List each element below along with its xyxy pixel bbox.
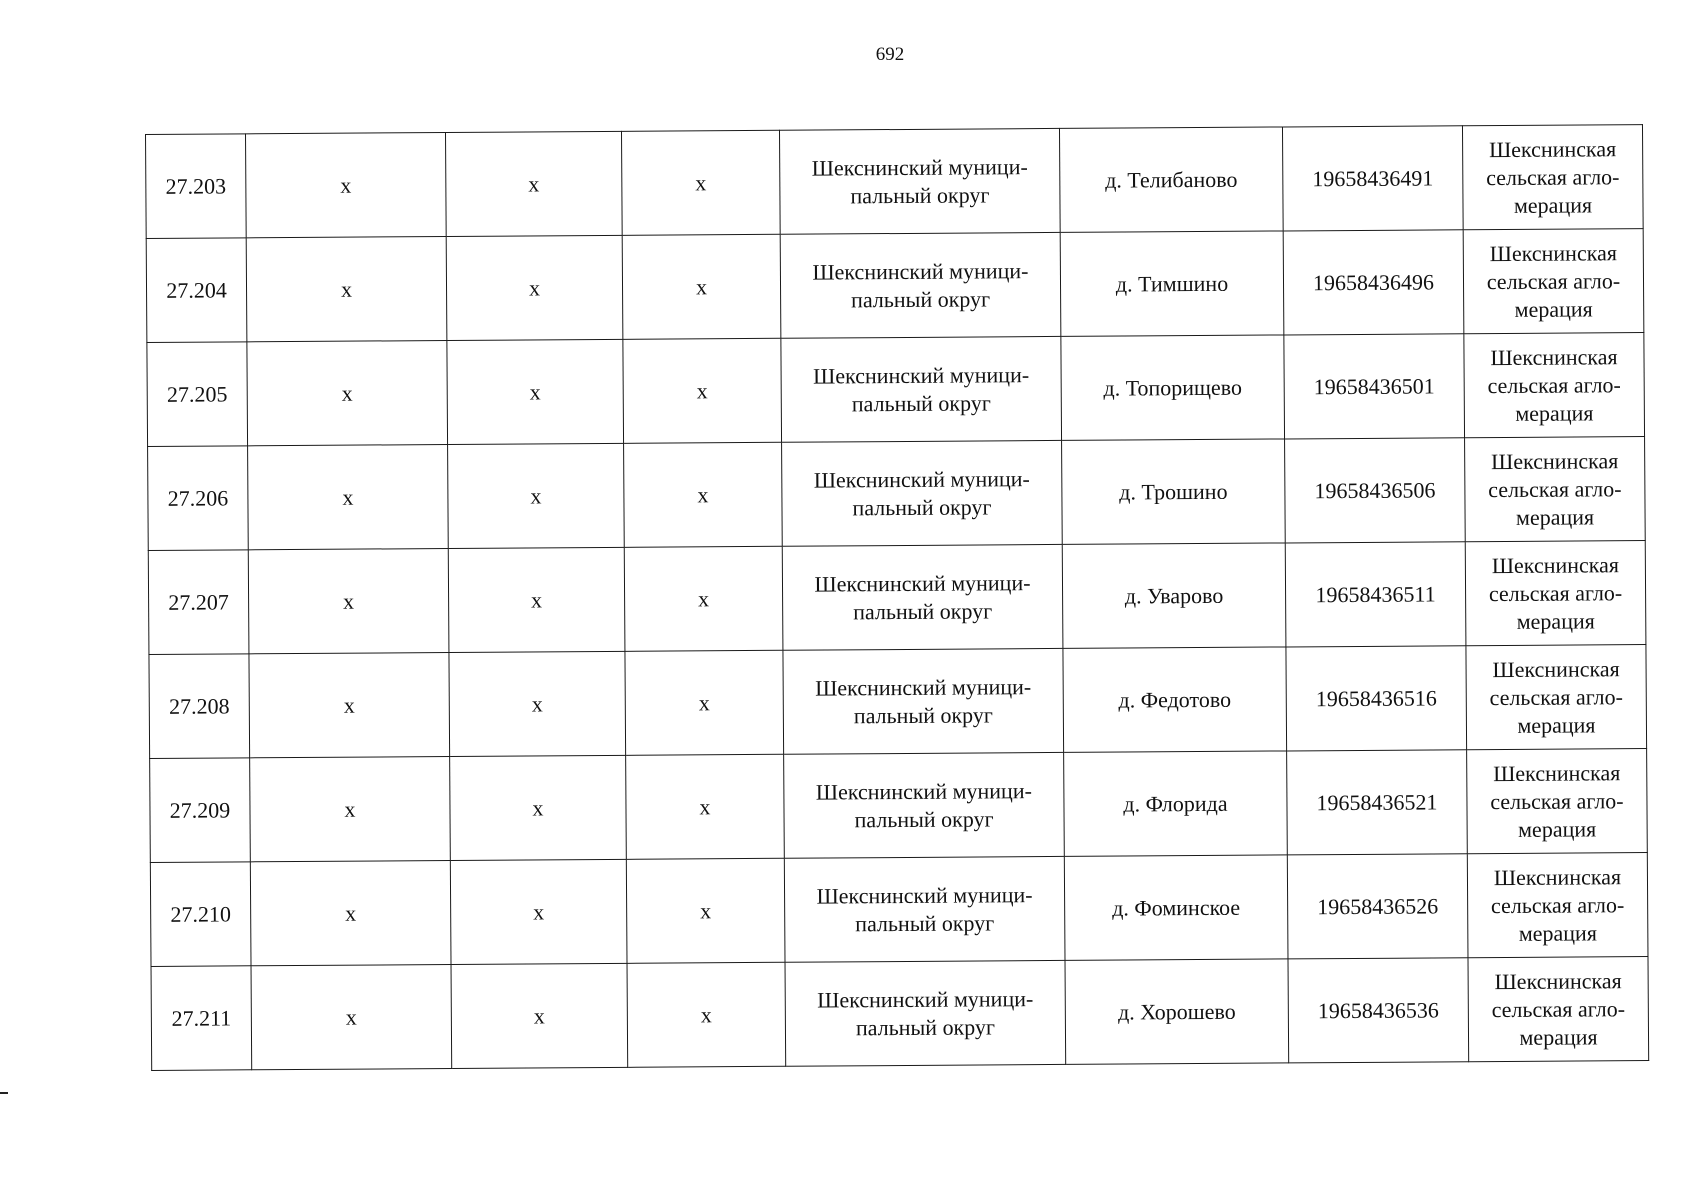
- district-cell: [784, 752, 1065, 858]
- row-number-cell: 27.210: [150, 862, 251, 967]
- table-row: [151, 957, 1649, 1071]
- locality-cell: д. Тимшино: [1060, 231, 1284, 336]
- agglomeration-cell-line: мерация: [1515, 399, 1594, 426]
- district-cell-line: Шекснинский муници-: [811, 153, 1028, 181]
- row-number-cell: 27.203: [146, 134, 247, 239]
- locality-cell: д. Топорищево: [1061, 335, 1285, 440]
- district-cell-line: Шекснинский муници-: [813, 361, 1030, 389]
- mark-cell: х: [246, 237, 447, 342]
- mark-cell: х: [627, 962, 786, 1067]
- agglomeration-cell-line: сельская агло-: [1486, 267, 1621, 294]
- oktmo-code-cell: 19658436496: [1283, 230, 1464, 335]
- oktmo-code-cell: 19658436536: [1288, 958, 1469, 1063]
- agglomeration-cell-line: Шекснинская: [1492, 655, 1620, 682]
- district-cell-line: пальный округ: [852, 493, 992, 520]
- row-number-cell: 27.209: [150, 758, 251, 863]
- oktmo-code-cell: 19658436516: [1286, 646, 1467, 751]
- agglomeration-cell-line: Шекснинская: [1489, 239, 1617, 266]
- mark-cell: х: [625, 650, 784, 755]
- district-cell-line: пальный округ: [853, 701, 993, 728]
- oktmo-code-cell: 19658436501: [1284, 334, 1465, 439]
- oktmo-code-cell: 19658436511: [1285, 542, 1466, 647]
- district-cell-line: Шекснинский муници-: [814, 569, 1031, 597]
- mark-cell: х: [621, 130, 780, 235]
- district-cell-line: Шекснинский муници-: [817, 985, 1034, 1013]
- district-cell: [782, 544, 1063, 650]
- table-row: [149, 645, 1647, 759]
- mark-cell: х: [246, 133, 447, 238]
- mark-cell: х: [448, 443, 625, 548]
- agglomeration-cell-line: Шекснинская: [1488, 135, 1617, 162]
- mark-cell: х: [447, 339, 624, 444]
- mark-cell: х: [626, 858, 785, 963]
- agglomeration-cell-line: мерация: [1513, 191, 1593, 218]
- oktmo-code-cell: 19658436506: [1285, 438, 1466, 543]
- row-number-cell: 27.206: [148, 446, 249, 551]
- row-number-cell: 27.207: [148, 550, 249, 655]
- district-cell-line: пальный округ: [855, 1013, 996, 1040]
- agglomeration-cell: [1467, 853, 1648, 958]
- agglomeration-cell: [1468, 957, 1649, 1062]
- mark-cell: х: [445, 131, 622, 236]
- district-cell-line: Шекснинский муници-: [816, 881, 1033, 909]
- district-cell-line: пальный округ: [851, 389, 991, 416]
- district-cell-line: пальный округ: [850, 181, 990, 208]
- locality-cell: д. Фоминское: [1064, 855, 1288, 960]
- agglomeration-cell-line: Шекснинская: [1490, 343, 1618, 370]
- district-cell: [781, 336, 1062, 442]
- margin-mark: [0, 1092, 8, 1094]
- table-row: [150, 749, 1648, 863]
- district-cell: [780, 232, 1061, 338]
- oktmo-code-cell: 19658436526: [1287, 854, 1468, 959]
- mark-cell: х: [623, 338, 782, 443]
- agglomeration-cell: [1465, 437, 1646, 542]
- district-cell: [784, 856, 1065, 962]
- district-cell-line: Шекснинский муници-: [815, 777, 1032, 805]
- agglomeration-cell-line: Шекснинская: [1493, 759, 1621, 786]
- mark-cell: х: [450, 859, 627, 964]
- mark-cell: х: [446, 235, 623, 340]
- locality-cell: д. Хорошево: [1065, 959, 1289, 1064]
- mark-cell: х: [451, 963, 628, 1068]
- mark-cell: х: [248, 445, 449, 550]
- agglomeration-cell: [1462, 125, 1643, 230]
- mark-cell: х: [624, 442, 783, 547]
- document-sheet: [145, 124, 1648, 1071]
- agglomeration-cell-line: сельская агло-: [1489, 683, 1623, 710]
- oktmo-code-cell: 19658436521: [1287, 750, 1468, 855]
- agglomeration-cell: [1463, 229, 1644, 334]
- table-row: [147, 333, 1645, 447]
- district-cell-line: пальный округ: [855, 909, 995, 936]
- row-number-cell: 27.204: [146, 238, 247, 343]
- district-cell-line: пальный округ: [853, 597, 993, 624]
- district-cell: [782, 440, 1063, 546]
- agglomeration-cell-line: сельская агло-: [1488, 475, 1622, 502]
- district-cell-line: Шекснинский муници-: [813, 465, 1030, 493]
- agglomeration-cell-line: сельская агло-: [1490, 787, 1624, 814]
- mark-cell: х: [248, 548, 449, 653]
- registry-table: [145, 124, 1649, 1071]
- mark-cell: х: [249, 652, 450, 757]
- district-cell-line: Шекснинский муници-: [812, 257, 1029, 285]
- row-number-cell: 27.205: [147, 342, 248, 447]
- mark-cell: х: [250, 756, 451, 861]
- table-row: [148, 541, 1646, 655]
- agglomeration-cell-line: сельская агло-: [1488, 579, 1623, 606]
- mark-cell: х: [251, 964, 452, 1069]
- agglomeration-cell-line: мерация: [1514, 295, 1593, 322]
- table-row: [146, 229, 1644, 343]
- mark-cell: х: [247, 341, 448, 446]
- agglomeration-cell-line: мерация: [1517, 711, 1596, 738]
- agglomeration-cell: [1465, 541, 1646, 646]
- oktmo-code-cell: 19658436491: [1282, 126, 1463, 231]
- agglomeration-cell-line: Шекснинская: [1493, 863, 1622, 890]
- agglomeration-cell: [1466, 645, 1647, 750]
- mark-cell: х: [448, 547, 625, 652]
- agglomeration-cell-line: мерация: [1517, 815, 1597, 842]
- agglomeration-cell-line: Шекснинская: [1491, 447, 1619, 474]
- district-cell: [779, 128, 1060, 234]
- district-cell: [783, 648, 1064, 754]
- mark-cell: х: [626, 754, 785, 859]
- locality-cell: д. Уварово: [1062, 543, 1286, 648]
- mark-cell: х: [624, 546, 783, 651]
- page-number: 692: [875, 44, 905, 65]
- agglomeration-cell-line: сельская агло-: [1486, 163, 1620, 190]
- district-cell-line: Шекснинский муници-: [815, 673, 1032, 701]
- row-number-cell: 27.211: [151, 966, 252, 1071]
- mark-cell: х: [250, 860, 451, 965]
- agglomeration-cell-line: сельская агло-: [1487, 371, 1621, 398]
- district-cell-line: пальный округ: [854, 805, 994, 832]
- table-row: [150, 853, 1648, 967]
- table-row: [146, 125, 1644, 239]
- mark-cell: х: [450, 755, 627, 860]
- locality-cell: д. Телибаново: [1059, 127, 1283, 232]
- agglomeration-cell-line: мерация: [1519, 1023, 1598, 1050]
- agglomeration-cell-line: мерация: [1518, 919, 1597, 946]
- mark-cell: х: [449, 651, 626, 756]
- agglomeration-cell: [1464, 333, 1645, 438]
- locality-cell: д. Трошино: [1062, 439, 1286, 544]
- district-cell-line: пальный округ: [851, 285, 991, 312]
- mark-cell: х: [622, 234, 781, 339]
- agglomeration-cell-line: Шекснинская: [1491, 551, 1620, 578]
- agglomeration-cell-line: Шекснинская: [1494, 967, 1622, 994]
- agglomeration-cell-line: мерация: [1516, 607, 1595, 634]
- registry-table-body: [146, 125, 1649, 1071]
- agglomeration-cell-line: сельская агло-: [1490, 891, 1625, 918]
- agglomeration-cell-line: сельская агло-: [1491, 995, 1626, 1022]
- locality-cell: д. Федотово: [1063, 647, 1287, 752]
- agglomeration-cell-line: мерация: [1515, 503, 1595, 530]
- row-number-cell: 27.208: [149, 654, 250, 759]
- district-cell: [785, 960, 1066, 1066]
- locality-cell: д. Флорида: [1064, 751, 1288, 856]
- table-row: [148, 437, 1646, 551]
- agglomeration-cell: [1467, 749, 1648, 854]
